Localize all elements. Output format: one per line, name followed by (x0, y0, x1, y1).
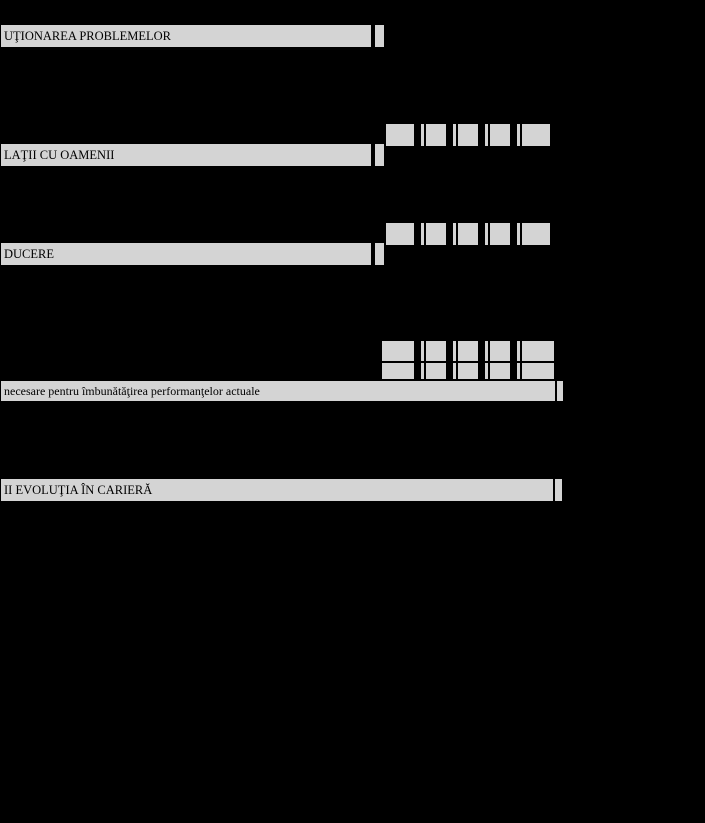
rating-cell[interactable] (425, 123, 447, 147)
rating-cell[interactable] (457, 340, 479, 362)
field-improvement-actions[interactable]: necesare pentru îmbunătăţirea performanţelor actuale (0, 380, 556, 402)
field-cap-people-relations (374, 143, 385, 167)
rating-cell[interactable] (489, 340, 511, 362)
field-leadership[interactable]: DUCERE (0, 242, 372, 266)
rating-strip-improvement-upper[interactable] (381, 340, 561, 362)
field-cap-career-evolution (554, 478, 563, 502)
rating-strip-people-relations[interactable] (385, 123, 561, 147)
rating-strip-leadership[interactable] (385, 222, 561, 246)
rating-cell[interactable] (521, 340, 555, 362)
rating-cell[interactable] (521, 362, 555, 380)
rating-cell[interactable] (489, 362, 511, 380)
rating-cell[interactable] (489, 123, 511, 147)
rating-cell[interactable] (457, 123, 479, 147)
rating-cell[interactable] (381, 340, 415, 362)
rating-cell[interactable] (385, 222, 415, 246)
rating-cell[interactable] (457, 362, 479, 380)
rating-cell[interactable] (425, 222, 447, 246)
field-people-relations[interactable]: LAŢII CU OAMENII (0, 143, 372, 167)
field-career-evolution[interactable]: II EVOLUŢIA ÎN CARIERĂ (0, 478, 554, 502)
field-cap-leadership (374, 242, 385, 266)
rating-cell[interactable] (521, 123, 551, 147)
rating-cell[interactable] (521, 222, 551, 246)
rating-cell[interactable] (425, 340, 447, 362)
field-problem-solving[interactable]: UŢIONAREA PROBLEMELOR (0, 24, 372, 48)
rating-cell[interactable] (425, 362, 447, 380)
rating-cell[interactable] (385, 123, 415, 147)
rating-cell[interactable] (489, 222, 511, 246)
rating-strip-improvement-lower[interactable] (381, 362, 561, 380)
field-cap-problem-solving (374, 24, 385, 48)
rating-cell[interactable] (381, 362, 415, 380)
field-cap-improvement-actions (556, 380, 564, 402)
rating-cell[interactable] (457, 222, 479, 246)
